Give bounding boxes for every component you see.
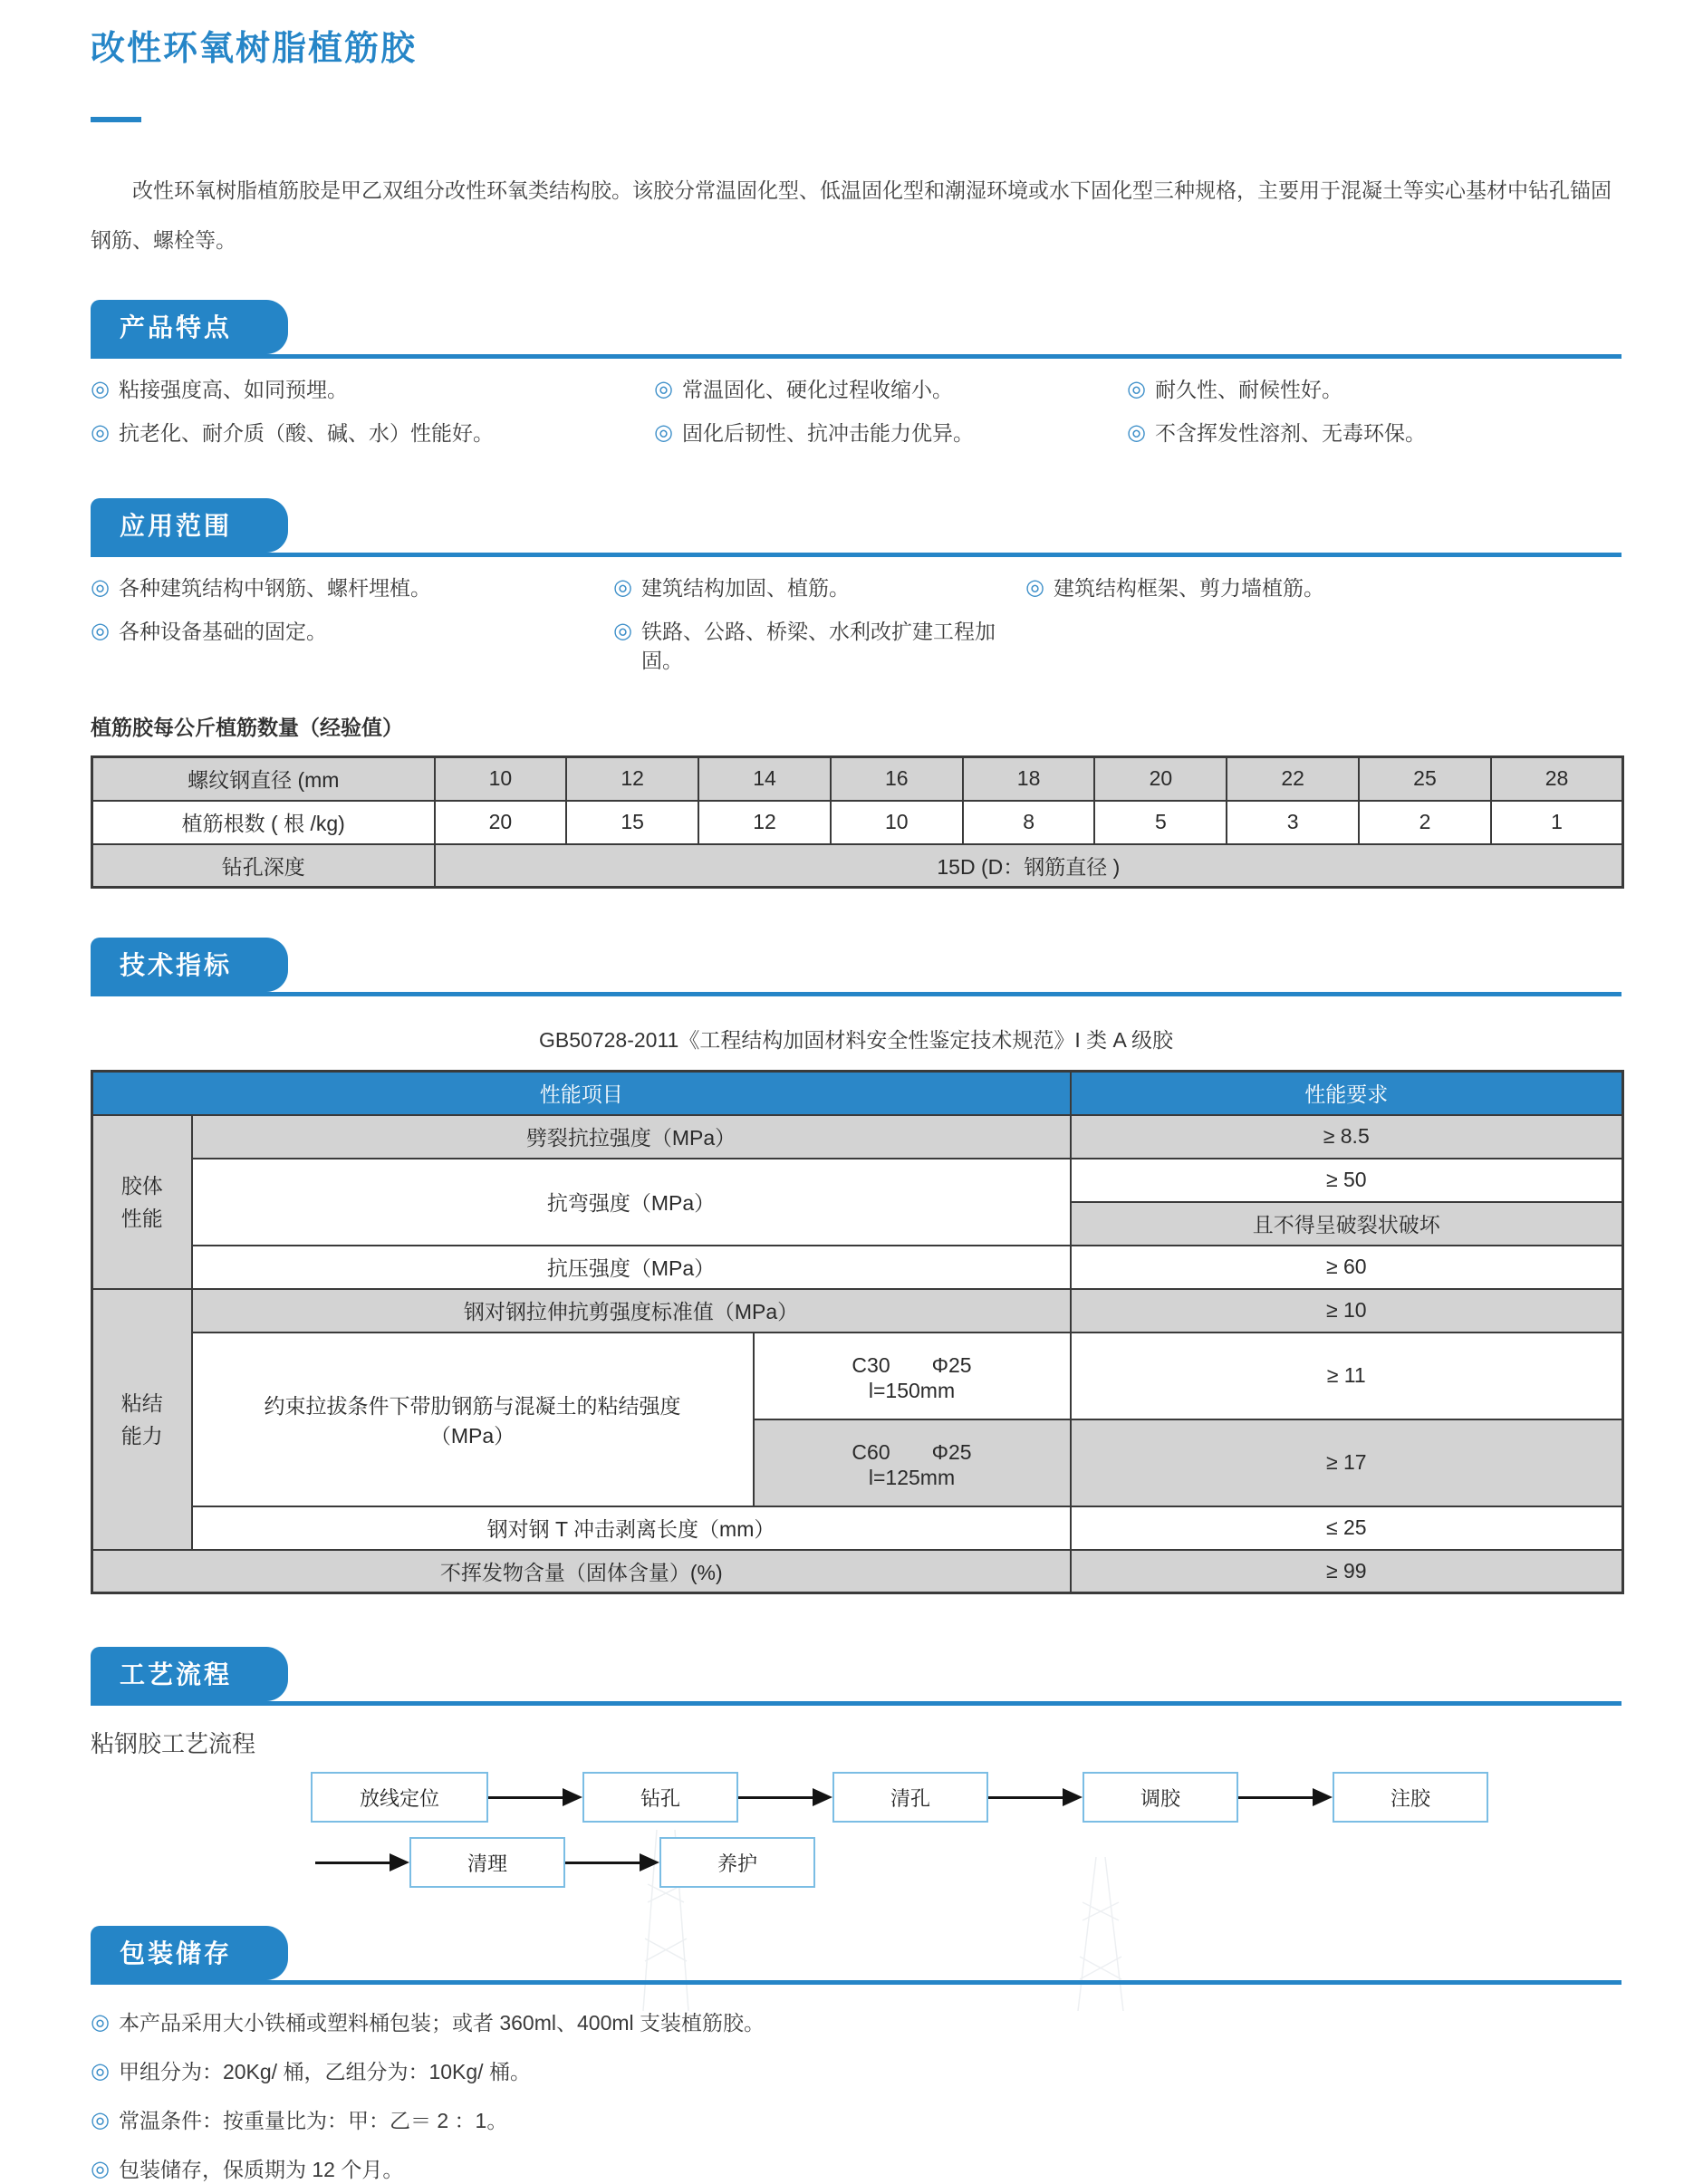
feature-item	[654, 419, 1127, 447]
row-label: 钻孔深度	[92, 844, 435, 888]
process-flow-row-2	[315, 1837, 1621, 1888]
property-label: 不挥发物含量（固体含量）(%)	[92, 1550, 1071, 1593]
table-row	[92, 757, 1623, 801]
section-header-tech	[91, 938, 1621, 996]
feature-text: 抗老化、耐介质（酸、碱、水）性能好。	[118, 421, 494, 445]
cell: 10	[435, 757, 567, 801]
bullet-icon: ◎	[91, 2010, 110, 2035]
cell: 15	[566, 801, 698, 844]
arrow-right-icon	[738, 1788, 832, 1806]
row-label: 植筋根数 ( 根 /kg)	[92, 801, 435, 844]
column-header-item: 性能项目	[92, 1072, 1071, 1115]
feature-item	[91, 375, 654, 404]
property-label: 抗弯强度（MPa）	[192, 1159, 1071, 1246]
flow-step: 放线定位	[311, 1772, 488, 1823]
requirement-value: ≤ 25	[1071, 1506, 1623, 1550]
application-text: 各种建筑结构中钢筋、螺杆埋植。	[118, 576, 431, 600]
table-row	[92, 844, 1623, 888]
bullet-icon: ◎	[91, 2059, 110, 2083]
document-page	[91, 0, 1621, 2184]
cell: 25	[1359, 757, 1491, 801]
requirement-value: ≥ 99	[1071, 1550, 1623, 1593]
cell: 2	[1359, 801, 1491, 844]
application-text: 各种设备基础的固定。	[118, 620, 327, 643]
section-header-process	[91, 1647, 1621, 1706]
packaging-text: 包装储存，保质期为 12 个月。	[118, 2158, 404, 2181]
application-item	[613, 617, 1025, 675]
cell: 22	[1227, 757, 1359, 801]
feature-item	[654, 375, 1127, 404]
arrow-right-icon	[315, 1853, 409, 1871]
property-label: 钢对钢拉伸抗剪强度标准值（MPa）	[192, 1289, 1071, 1333]
cell: 1	[1491, 801, 1623, 844]
cell: 10	[831, 801, 963, 844]
section-tab-applications: 应用范围	[91, 498, 288, 553]
packaging-list	[91, 2008, 1621, 2184]
cell: 14	[698, 757, 831, 801]
packaging-text: 常温条件：按重量比为：甲：乙＝ 2 ：1。	[118, 2109, 508, 2132]
section-tab-tech: 技术指标	[91, 938, 288, 992]
property-label: 钢对钢 T 冲击剥离长度（mm）	[192, 1506, 1071, 1550]
cell: 28	[1491, 757, 1623, 801]
flow-step: 调胶	[1083, 1772, 1238, 1823]
table-row	[92, 1289, 1623, 1333]
bullet-icon: ◎	[654, 420, 673, 445]
arrow-right-icon	[488, 1788, 582, 1806]
requirement-value: ≥ 50	[1071, 1159, 1623, 1202]
requirement-value: ≥ 17	[1071, 1419, 1623, 1506]
bullet-icon: ◎	[91, 2157, 110, 2181]
page-title: 改性环氧树脂植筋胶	[91, 30, 418, 68]
bullet-icon: ◎	[1025, 575, 1044, 600]
cell: 3	[1227, 801, 1359, 844]
feature-text: 不含挥发性溶剂、无毒环保。	[1154, 421, 1426, 445]
flow-step: 注胶	[1333, 1772, 1488, 1823]
features-list	[91, 375, 1621, 447]
bullet-icon: ◎	[613, 575, 632, 600]
cell: 12	[698, 801, 831, 844]
arrow-right-icon	[1238, 1788, 1333, 1806]
feature-text: 固化后韧性、抗冲击能力优异。	[681, 421, 974, 445]
section-header-packaging	[91, 1926, 1621, 1985]
feature-text: 耐久性、耐候性好。	[1154, 378, 1342, 401]
table-row	[92, 1159, 1623, 1202]
table-row	[92, 1506, 1623, 1550]
flow-step: 养护	[659, 1837, 815, 1888]
condition-cell: C60 Φ25 l=125mm	[754, 1419, 1071, 1506]
column-header-req: 性能要求	[1071, 1072, 1623, 1115]
arrow-right-icon	[565, 1853, 659, 1871]
table-row	[92, 1333, 1623, 1419]
feature-text: 常温固化、硬化过程收缩小。	[681, 378, 953, 401]
cell: 20	[1094, 757, 1227, 801]
row-label: 螺纹钢直径 (mm	[92, 757, 435, 801]
section-tab-packaging: 包装储存	[91, 1926, 288, 1980]
packaging-item	[91, 2106, 1621, 2135]
requirement-value: ≥ 60	[1071, 1246, 1623, 1289]
application-text: 铁路、公路、桥梁、水利改扩建工程加固。	[640, 620, 996, 672]
cell: 8	[963, 801, 1095, 844]
bullet-icon: ◎	[91, 420, 110, 445]
merged-cell: 15D (D：钢筋直径 )	[435, 844, 1623, 888]
condition-cell: C30 Φ25 l=150mm	[754, 1333, 1071, 1419]
feature-text: 粘接强度高、如同预埋。	[118, 378, 348, 401]
tech-standard: GB50728-2011《工程结构加固材料安全性鉴定技术规范》I 类 A 级胶	[539, 1028, 1173, 1052]
bullet-icon: ◎	[654, 377, 673, 401]
application-text: 建筑结构框架、剪力墙植筋。	[1053, 576, 1324, 600]
feature-item	[1127, 375, 1621, 404]
cell: 18	[963, 757, 1095, 801]
title-dash	[91, 117, 141, 122]
property-label: 约束拉拔条件下带肋钢筋与混凝土的粘结强度 （MPa）	[192, 1333, 754, 1506]
process-flow-row-1	[311, 1772, 1621, 1823]
bullet-icon: ◎	[91, 377, 110, 401]
flow-step: 钻孔	[582, 1772, 738, 1823]
table-row	[92, 1115, 1623, 1159]
process-subtitle: 粘钢胶工艺流程	[91, 1730, 256, 1757]
intro-paragraph: 改性环氧树脂植筋胶是甲乙双组分改性环氧类结构胶。该胶分常温固化型、低温固化型和潮湿环境或水下固化型三种规格，主要用于混凝土等实心基材中钻孔锚固钢筋、螺栓等。	[91, 178, 1612, 252]
section-header-features	[91, 300, 1621, 359]
bullet-icon: ◎	[91, 2108, 110, 2132]
property-label: 劈裂抗拉强度（MPa）	[192, 1115, 1071, 1159]
application-item	[613, 573, 1025, 602]
application-text: 建筑结构加固、植筋。	[640, 576, 850, 600]
rebar-table	[91, 755, 1624, 889]
arrow-right-icon	[988, 1788, 1083, 1806]
tech-table	[91, 1070, 1624, 1594]
requirement-value: ≥ 8.5	[1071, 1115, 1623, 1159]
feature-item	[1127, 419, 1621, 447]
packaging-item	[91, 2057, 1621, 2086]
bullet-icon: ◎	[91, 575, 110, 600]
packaging-item	[91, 2008, 1621, 2037]
applications-list	[91, 573, 1621, 675]
cell: 5	[1094, 801, 1227, 844]
bullet-icon: ◎	[613, 619, 632, 643]
application-item	[1025, 573, 1621, 602]
requirement-value: ≥ 10	[1071, 1289, 1623, 1333]
requirement-value: ≥ 11	[1071, 1333, 1623, 1419]
application-item	[91, 573, 613, 602]
flow-step: 清理	[409, 1837, 565, 1888]
flow-step: 清孔	[832, 1772, 988, 1823]
packaging-text: 甲组分为：20Kg/ 桶，乙组分为：10Kg/ 桶。	[118, 2060, 531, 2083]
table-row	[92, 1246, 1623, 1289]
rebar-table-caption: 植筋胶每公斤植筋数量（经验值）	[91, 716, 403, 739]
section-tab-process: 工艺流程	[91, 1647, 288, 1701]
application-item	[91, 617, 613, 675]
bullet-icon: ◎	[1127, 377, 1146, 401]
property-label: 抗压强度（MPa）	[192, 1246, 1071, 1289]
cell: 12	[566, 757, 698, 801]
table-row	[92, 1550, 1623, 1593]
bullet-icon: ◎	[1127, 420, 1146, 445]
cell: 16	[831, 757, 963, 801]
bullet-icon: ◎	[91, 619, 110, 643]
feature-item	[91, 419, 654, 447]
requirement-value: 且不得呈破裂状破坏	[1071, 1202, 1623, 1246]
packaging-text: 本产品采用大小铁桶或塑料桶包装；或者 360ml、400ml 支装植筋胶。	[118, 2011, 765, 2035]
group-label: 胶体性能	[92, 1115, 192, 1289]
cell: 20	[435, 801, 567, 844]
section-tab-features: 产品特点	[91, 300, 288, 354]
table-header-row	[92, 1072, 1623, 1115]
table-row	[92, 801, 1623, 844]
group-label: 粘结能力	[92, 1289, 192, 1550]
packaging-item	[91, 2155, 1621, 2184]
section-header-applications	[91, 498, 1621, 557]
